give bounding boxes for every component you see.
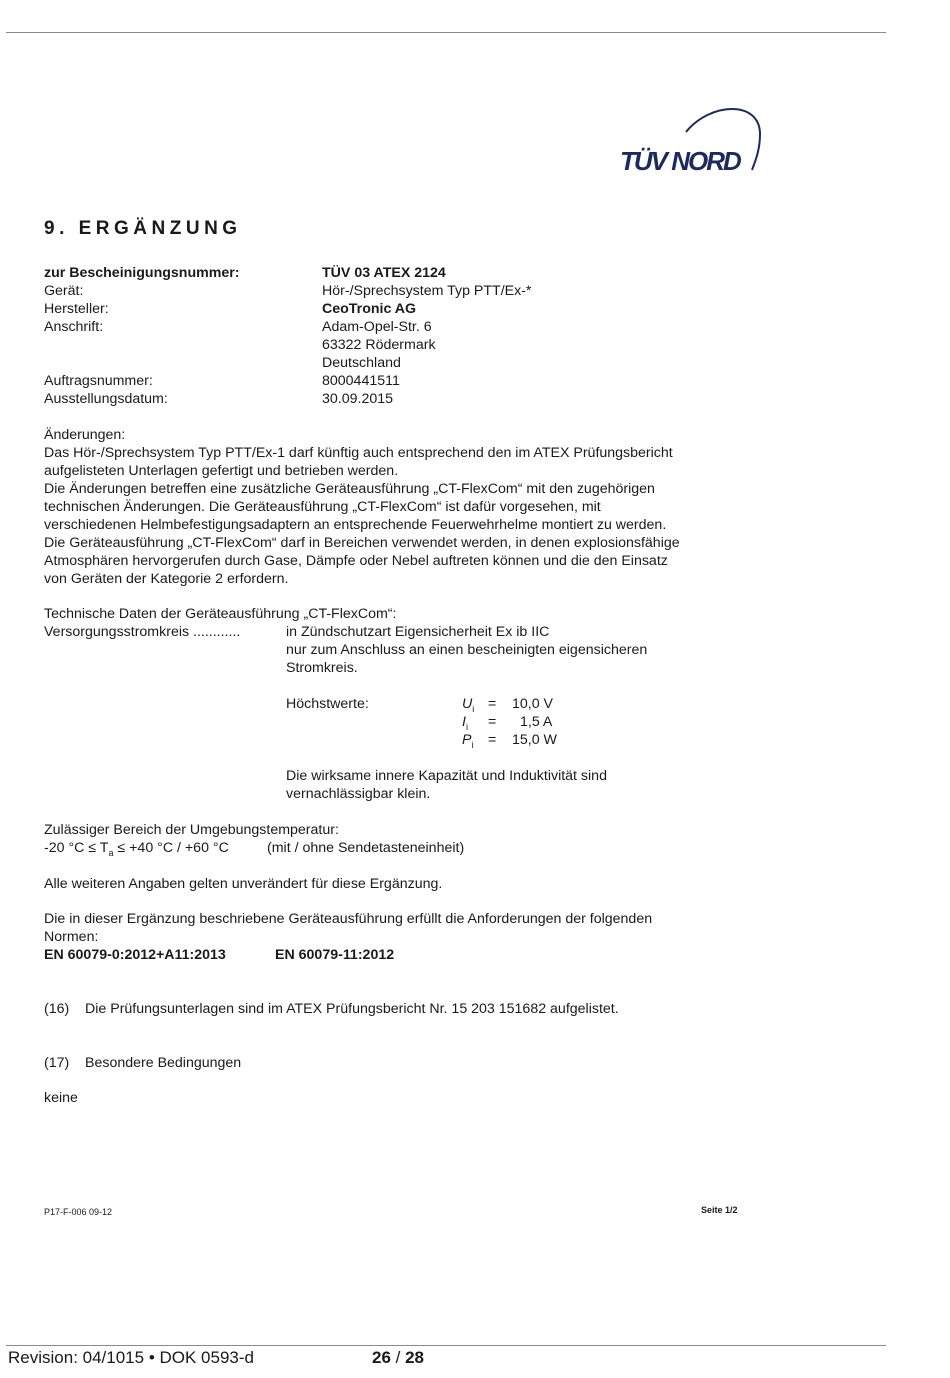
norm-2: EN 60079-11:2012	[275, 947, 395, 963]
tech-note-line: vernachlässigbar klein.	[286, 786, 431, 802]
max-value: 1,5 A	[520, 714, 553, 730]
form-code: P17-F-006 09-12	[44, 1207, 113, 1217]
max-values-label: Höchstwerte:	[286, 696, 369, 712]
changes-line: aufgelisteten Unterlagen gefertigt und betrieben werden.	[44, 463, 399, 479]
date-label: Ausstellungsdatum:	[44, 391, 168, 407]
temp-range-start: -20 °C ≤ T	[44, 840, 109, 856]
footer-page-separator: /	[390, 1348, 406, 1367]
tech-title: Technische Daten der Geräteausführung „CT-FlexCom“:	[44, 606, 397, 622]
max-symbol: U	[462, 696, 473, 712]
cert-label: zur Bescheinigungsnummer:	[44, 265, 240, 281]
address-line-3: Deutschland	[322, 355, 401, 371]
changes-label: Änderungen:	[44, 427, 126, 443]
tuv-nord-logo: TÜV NORD	[620, 146, 740, 176]
max-symbol: P	[462, 732, 472, 748]
footer-revision: Revision: 04/1015 • DOK 0593-d	[8, 1348, 254, 1367]
bottom-rule	[6, 1345, 886, 1346]
max-symbol: I	[462, 714, 466, 730]
section-heading: 9. ERGÄNZUNG	[44, 218, 242, 239]
changes-line: Atmosphären hervorgerufen durch Gase, Dämpfe oder Nebel auftreten können und die den Einsatz	[44, 553, 668, 569]
temp-range-sub: a	[108, 847, 114, 858]
circuit-label: Versorgungsstromkreis ............	[44, 624, 241, 640]
item-17-text: Besondere Bedingungen	[85, 1055, 242, 1071]
temp-range-end: ≤ +40 °C / +60 °C	[113, 840, 229, 856]
max-symbol-sub: i	[471, 739, 474, 750]
changes-line: Die Änderungen betreffen eine zusätzliche Geräteausführung „CT-FlexCom“ mit den zugehörigen	[44, 481, 655, 497]
top-rule	[6, 32, 886, 33]
address-line-1: Adam-Opel-Str. 6	[322, 319, 432, 335]
max-eq: =	[488, 732, 497, 748]
manufacturer-value: CeoTronic AG	[322, 301, 417, 317]
temp-label: Zulässiger Bereich der Umgebungstemperatur:	[44, 822, 339, 838]
max-eq: =	[488, 714, 497, 730]
circuit-line: nur zum Anschluss an einen bescheinigten eigensicheren	[286, 642, 648, 658]
address-line-2: 63322 Rödermark	[322, 337, 436, 353]
changes-line: technischen Änderungen. Die Geräteausführung „CT-FlexCom“ ist dafür vorgesehen, mit	[44, 499, 601, 515]
circuit-line: in Zündschutzart Eigensicherheit Ex ib IIC	[286, 624, 550, 640]
footer-page-number	[372, 1348, 424, 1368]
max-value: 15,0 W	[512, 732, 557, 748]
device-label: Gerät:	[44, 283, 84, 299]
norms-line: Die in dieser Ergänzung beschriebene Geräteausführung erfüllt die Anforderungen der folgenden	[44, 911, 653, 927]
address-label: Anschrift:	[44, 319, 104, 335]
max-symbol-sub: i	[472, 703, 475, 714]
device-value: Hör-/Sprechsystem Typ PTT/Ex-*	[322, 283, 532, 299]
item-16-number: (16)	[44, 1001, 70, 1017]
circuit-line: Stromkreis.	[286, 660, 358, 676]
changes-line: Das Hör-/Sprechsystem Typ PTT/Ex-1 darf künftig auch entsprechend den im ATEX Prüfungsbericht	[44, 445, 673, 461]
temp-range	[44, 839, 229, 862]
item-16-text: Die Prüfungsunterlagen sind im ATEX Prüfungsbericht Nr. 15 203 151682 aufgelistet.	[85, 1001, 619, 1017]
item-17-number: (17)	[44, 1055, 70, 1071]
order-value: 8000441511	[322, 373, 400, 389]
changes-line: verschiedenen Helmbefestigungsadaptern an entsprechende Feuerwehrhelme montiert zu werden.	[44, 517, 667, 533]
changes-paragraph	[44, 444, 680, 588]
max-eq: =	[488, 696, 497, 712]
temp-note: (mit / ohne Sendetasteneinheit)	[267, 840, 465, 856]
page-label: Seite 1/2	[701, 1205, 738, 1215]
date-value: 30.09.2015	[322, 391, 394, 407]
manufacturer-label: Hersteller:	[44, 301, 109, 317]
changes-line: von Geräten der Kategorie 2 erfordern.	[44, 571, 289, 587]
cert-value: TÜV 03 ATEX 2124	[322, 265, 446, 281]
footer-page-current: 26	[372, 1348, 391, 1367]
max-value-row	[462, 731, 473, 754]
changes-line: Die Geräteausführung „CT-FlexCom“ darf in Bereichen verwendet werden, in denen explosionsfähige	[44, 535, 680, 551]
norm-1: EN 60079-0:2012+A11:2013	[44, 947, 226, 963]
norms-line: Normen:	[44, 929, 99, 945]
tech-note-line: Die wirksame innere Kapazität und Induktivität sind	[286, 768, 607, 784]
unchanged-note: Alle weiteren Angaben gelten unverändert für diese Ergänzung.	[44, 876, 443, 892]
conditions-none: keine	[44, 1090, 78, 1106]
max-value: 10,0 V	[512, 696, 554, 712]
footer-page-total: 28	[405, 1348, 425, 1367]
max-symbol-sub: i	[465, 721, 468, 732]
order-label: Auftragsnummer:	[44, 373, 153, 389]
